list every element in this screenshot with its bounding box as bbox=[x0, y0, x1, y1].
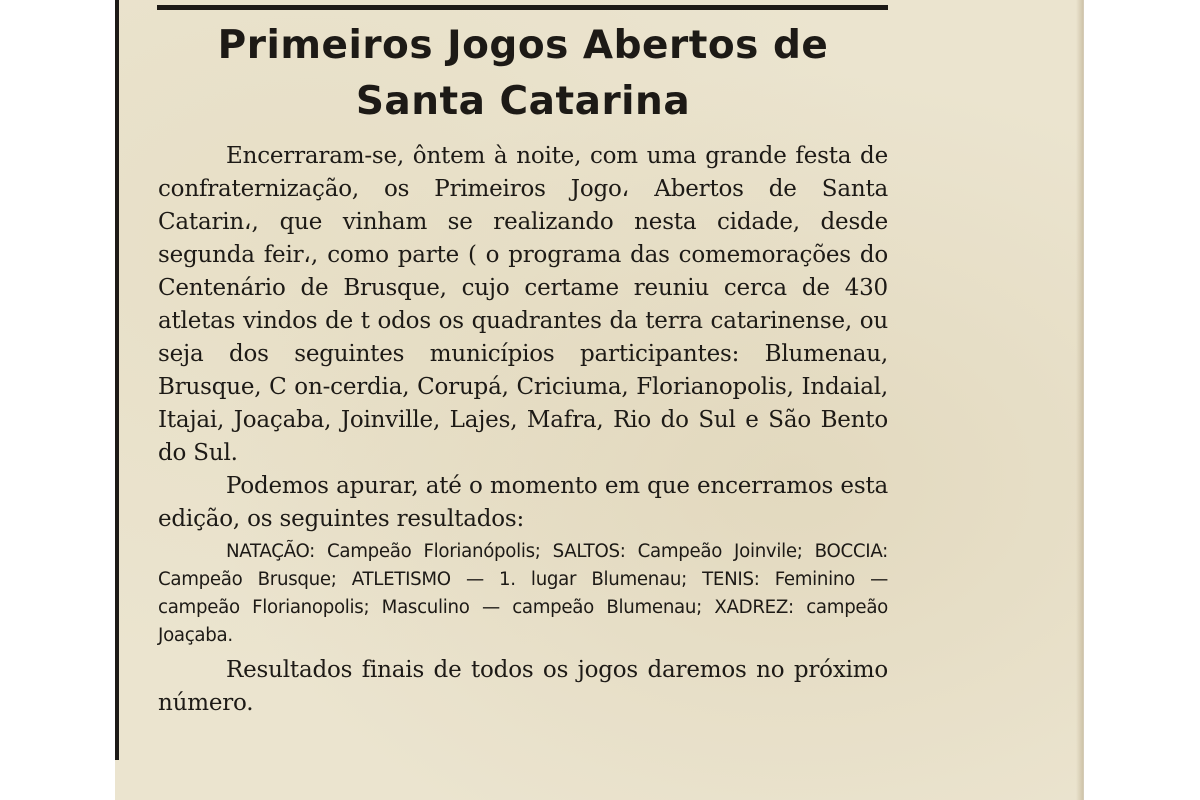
headline-line-1: Primeiros Jogos Abertos de bbox=[217, 23, 829, 68]
column-rule bbox=[115, 0, 119, 760]
paragraph-intro: Encerraram-se, ôntem à noite, com uma grande festa de confraternização, os Primeiros Jogo، Abertos de Santa Catarin،, que vinham se realizando nesta cidade, desde segunda feir،, como parte ( o programa das comemorações do Centenário de Brusque, cujo certame reuniu cerca de 430 atletas vindos de t odos os quadrantes da terra catarinense, ou seja dos seguintes municípios participantes: Blumenau, Brusque, C on-cerdia, Corupá, Criciuma, Florianopolis, Indaial, Itajai, Joaçaba, Joinville, Lajes, Mafra, Rio do Sul e São Bento do Sul. bbox=[158, 143, 888, 466]
headline bbox=[158, 18, 888, 130]
paragraph-results-intro: Podemos apurar, até o momento em que encerramos esta edição, os seguintes resultados: bbox=[158, 473, 888, 532]
paragraph-closing: Resultados finais de todos os jogos daremos no próximo número. bbox=[158, 657, 888, 716]
article-body bbox=[158, 140, 888, 536]
article bbox=[158, 18, 888, 720]
results-list: NATAÇÃO: Campeão Florianópolis; SALTOS: Campeão Joinvile; BOCCIA: Campeão Brusque; ATLETISMO — 1. lugar Blumenau; TENIS: Feminino — campeão Florianopolis; Masculino — campeão Blumenau; XADREZ: campeão Joaçaba. bbox=[158, 541, 888, 646]
headline-line-2: Santa Catarina bbox=[355, 79, 691, 124]
top-rule bbox=[157, 5, 888, 10]
page-edge-shadow bbox=[1076, 0, 1084, 800]
